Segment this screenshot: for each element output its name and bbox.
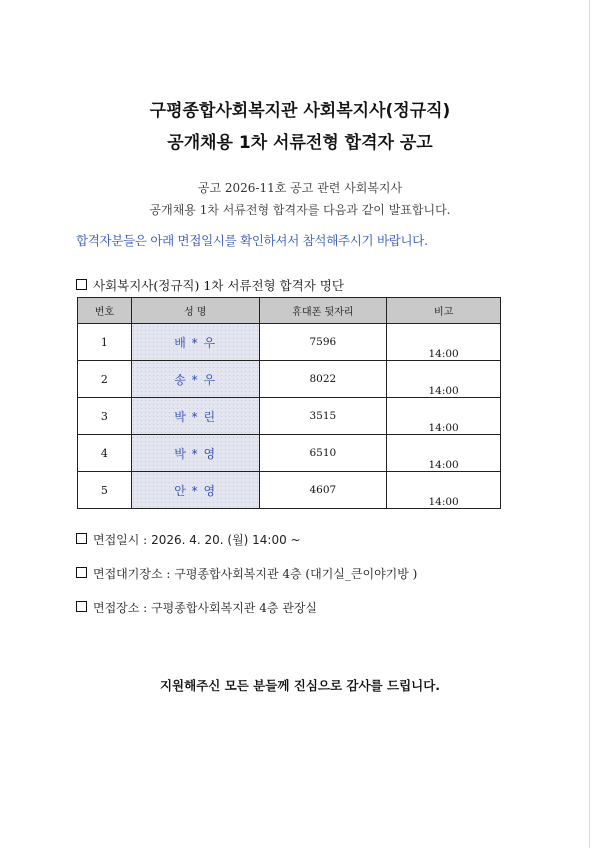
column-header-number: 번호 <box>78 298 132 324</box>
row-number: 5 <box>78 472 132 509</box>
interview-time: 14:00 <box>387 324 501 361</box>
table-row <box>78 361 501 398</box>
phone-suffix: 6510 <box>259 435 387 472</box>
waiting-room-label: 면접대기장소 : <box>93 567 171 581</box>
roster-heading <box>76 276 344 294</box>
interview-location <box>76 599 317 616</box>
applicant-name: 배 * 우 <box>131 324 259 361</box>
applicant-name: 안 * 영 <box>131 472 259 509</box>
table-header-row <box>78 298 501 324</box>
column-header-phone: 휴대폰 뒷자리 <box>259 298 387 324</box>
closing-message: 지원해주신 모든 분들께 진심으로 감사를 드립니다. <box>159 678 441 693</box>
title-line-1: 구평종합사회복지관 사회복지사(정규직) <box>149 101 451 121</box>
checkbox-icon <box>76 601 87 612</box>
waiting-room-value: 구평종합사회복지관 4층 (대기실_큰이야기방 ) <box>174 567 418 581</box>
intro-line-1: 공고 2026-11호 공고 관련 사회복지사 <box>197 181 403 195</box>
interview-datetime-label: 면접일시 : <box>93 533 148 547</box>
interview-time: 14:00 <box>387 472 501 509</box>
title-line-2: 공개채용 1차 서류전형 합격자 공고 <box>167 133 433 153</box>
row-number: 2 <box>78 361 132 398</box>
table-row <box>78 398 501 435</box>
phone-suffix: 4607 <box>259 472 387 509</box>
table-row <box>78 435 501 472</box>
interview-time: 14:00 <box>387 361 501 398</box>
row-number: 3 <box>78 398 132 435</box>
column-header-note: 비고 <box>387 298 501 324</box>
interview-location-value: 구평종합사회복지관 4층 관장실 <box>151 601 318 615</box>
applicant-name: 박 * 린 <box>131 398 259 435</box>
interview-datetime-value: 2026. 4. 20. (월) 14:00 ~ <box>151 533 301 547</box>
interview-datetime <box>76 531 301 548</box>
table-row <box>78 324 501 361</box>
checkbox-icon <box>76 279 87 290</box>
applicant-table <box>77 297 501 509</box>
intro-line-2: 공개채용 1차 서류전형 합격자를 다음과 같이 발표합니다. <box>149 203 451 217</box>
roster-heading-text: 사회복지사(정규직) 1차 서류전형 합격자 명단 <box>93 278 344 293</box>
column-header-name: 성 명 <box>131 298 259 324</box>
interview-notice: 합격자분들은 아래 면접일시를 확인하셔서 참석해주시기 바랍니다. <box>76 233 428 248</box>
row-number: 4 <box>78 435 132 472</box>
applicant-name: 박 * 영 <box>131 435 259 472</box>
row-number: 1 <box>78 324 132 361</box>
applicant-name: 송 * 우 <box>131 361 259 398</box>
phone-suffix: 7596 <box>259 324 387 361</box>
checkbox-icon <box>76 533 87 544</box>
interview-time: 14:00 <box>387 398 501 435</box>
waiting-room <box>76 565 417 582</box>
checkbox-icon <box>76 567 87 578</box>
phone-suffix: 8022 <box>259 361 387 398</box>
interview-time: 14:00 <box>387 435 501 472</box>
interview-location-label: 면접장소 : <box>93 601 148 615</box>
table-row <box>78 472 501 509</box>
phone-suffix: 3515 <box>259 398 387 435</box>
